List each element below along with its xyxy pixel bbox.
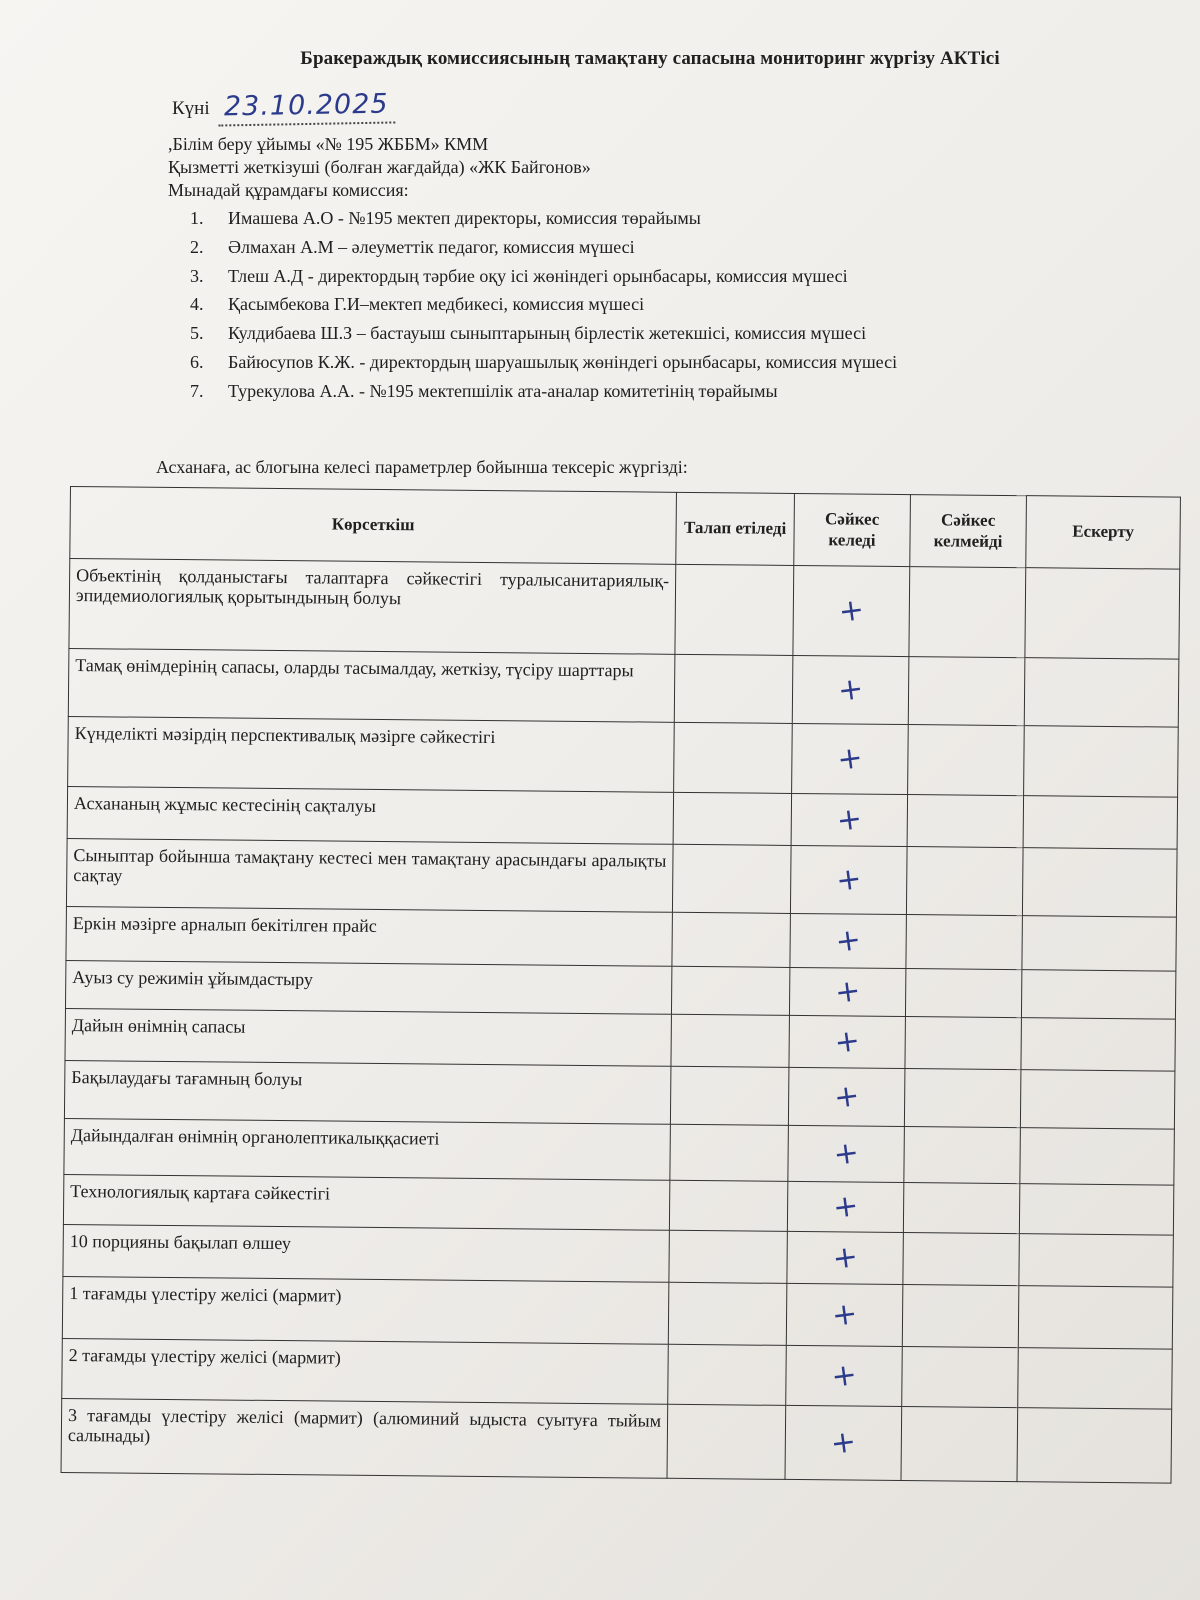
noncompliant-cell <box>903 1183 1019 1234</box>
required-cell <box>672 844 791 913</box>
compliant-cell <box>788 1067 905 1126</box>
compliant-cell <box>787 1231 903 1284</box>
note-cell <box>1019 1234 1173 1287</box>
member-text: Қасымбекова Г.И–мектеп медбикесі, комиссия мүшесі <box>228 294 645 315</box>
member-number: 7. <box>190 380 204 401</box>
noncompliant-cell <box>902 1347 1019 1408</box>
table-row <box>66 838 1177 917</box>
list-item <box>190 262 897 291</box>
indicator-cell: Сыныптар бойынша тамақтану кестесі мен тамақтану арасындағы аралықты сақтау <box>66 838 673 912</box>
required-cell <box>670 1124 789 1181</box>
member-text: Тлеш А.Д - директордың тәрбие оқу ісі жөніндегі орынбасары, комиссия мүшесі <box>228 265 848 286</box>
table-row <box>68 716 1179 797</box>
handwritten-check-mark: + <box>834 861 864 899</box>
handwritten-check-mark: + <box>832 1023 862 1061</box>
noncompliant-cell <box>906 847 1023 916</box>
document-title: Бракераждық комиссиясының тамақтану сапасына мониторинг жүргізу АКТісі <box>300 48 1000 69</box>
required-cell <box>674 722 793 793</box>
required-cell <box>671 966 789 1015</box>
required-cell <box>667 1404 786 1479</box>
table-row <box>68 648 1179 727</box>
commission-intro: Мынадай құрамдағы комиссия: <box>168 180 409 200</box>
note-cell <box>1020 1070 1175 1129</box>
list-item <box>190 204 897 233</box>
handwritten-check-mark: + <box>835 740 865 778</box>
inspection-intro: Асханаға, ас блогына келесі параметрлер бойынша тексеріс жүргізді: <box>156 457 688 477</box>
inspection-table-wrapper <box>61 486 1200 1484</box>
noncompliant-cell <box>902 1285 1019 1348</box>
required-cell <box>670 1066 789 1125</box>
indicator-cell: Еркін мәзірге арналып бекітілген прайс <box>66 906 672 966</box>
indicator-cell: Дайындалған өнімнің органолептикалыққасиеті <box>64 1118 671 1180</box>
note-cell <box>1025 568 1180 659</box>
organization-line: ,Білім беру ұйымы «№ 195 ЖББМ» КММ <box>168 134 489 154</box>
note-cell <box>1021 1018 1175 1071</box>
handwritten-date: 23.10.2025 <box>218 88 395 126</box>
note-cell <box>1024 658 1179 727</box>
list-item <box>190 290 897 319</box>
handwritten-check-mark: + <box>836 592 867 630</box>
required-cell <box>671 1014 789 1067</box>
member-number: 1. <box>190 208 204 228</box>
noncompliant-cell <box>906 915 1023 970</box>
indicator-cell: 1 тағамды үлестіру желісі (мармит) <box>62 1276 669 1344</box>
handwritten-check-mark: + <box>829 1295 860 1334</box>
header-noncompliant: Сәйкес келмейді <box>910 495 1027 568</box>
required-cell <box>675 564 794 655</box>
required-cell <box>669 1230 787 1283</box>
compliant-cell <box>786 1283 903 1346</box>
compliant-cell <box>789 1015 905 1068</box>
noncompliant-cell <box>903 1233 1019 1286</box>
note-cell <box>1022 848 1177 917</box>
handwritten-check-mark: + <box>831 1078 862 1116</box>
compliant-cell <box>792 723 909 794</box>
compliant-cell <box>785 1405 902 1480</box>
note-cell <box>1019 1184 1173 1235</box>
note-cell <box>1018 1348 1173 1409</box>
indicator-cell: Дайын өнімнің сапасы <box>65 1008 671 1066</box>
list-item <box>190 377 897 406</box>
compliant-cell <box>790 845 907 914</box>
indicator-cell: Асхананың жұмыс кестесінің сақталуы <box>67 786 673 844</box>
compliant-cell <box>793 565 910 656</box>
handwritten-check-mark: + <box>830 1238 860 1277</box>
compliant-cell <box>791 793 907 846</box>
handwritten-check-mark: + <box>830 1187 861 1226</box>
handwritten-check-mark: + <box>832 973 863 1011</box>
commission-members-list <box>190 204 897 406</box>
compliant-cell <box>789 967 905 1016</box>
indicator-cell: Тамақ өнімдерінің сапасы, оларды тасымалдау, жеткізу, түсіру шарттары <box>68 648 675 722</box>
indicator-cell: Бақылаудағы тағамның болуы <box>64 1060 671 1124</box>
header-indicator: Көрсеткіш <box>70 487 677 565</box>
required-cell <box>673 792 791 845</box>
table-row <box>69 559 1180 660</box>
table-row <box>62 1338 1173 1409</box>
indicator-cell: 10 порцияны бақылап өлшеу <box>63 1224 669 1282</box>
required-cell <box>672 912 791 967</box>
noncompliant-cell <box>905 1017 1021 1070</box>
list-item <box>190 348 897 377</box>
note-cell <box>1021 970 1175 1019</box>
handwritten-check-mark: + <box>834 801 865 839</box>
table-header-row <box>70 487 1181 570</box>
noncompliant-cell <box>901 1407 1018 1482</box>
member-number: 6. <box>190 351 204 372</box>
handwritten-check-mark: + <box>829 1356 859 1395</box>
noncompliant-cell <box>909 567 1026 658</box>
header-compliant: Сәйкес келеді <box>794 493 911 566</box>
noncompliant-cell <box>904 1069 1021 1128</box>
member-number: 3. <box>190 265 204 286</box>
note-cell <box>1023 796 1177 849</box>
noncompliant-cell <box>908 725 1025 796</box>
required-cell <box>668 1282 787 1345</box>
member-text: Кулдибаева Ш.З – бастауыш сыныптарының бірлестік жетекшісі, комиссия мүшесі <box>228 323 867 344</box>
handwritten-check-mark: + <box>828 1423 859 1462</box>
noncompliant-cell <box>907 795 1023 848</box>
note-cell <box>1024 726 1179 797</box>
indicator-cell: Күнделікті мәзірдің перспективалық мәзірге сәйкестігі <box>68 716 675 792</box>
member-number: 4. <box>190 294 204 315</box>
indicator-cell: Объектінің қолданыстағы талаптарға сәйкестігі туралысанитариялық-эпидемиологиялық қорытындының болуы <box>69 559 676 655</box>
noncompliant-cell <box>908 657 1025 726</box>
required-cell <box>669 1180 787 1231</box>
header-required: Талап етіледі <box>676 492 795 565</box>
table-row <box>64 1060 1175 1129</box>
member-text: Байюсупов К.Ж. - директордың шаруашылық жөніндегі орынбасары, комиссия мүшесі <box>228 351 898 372</box>
header-note: Ескерту <box>1026 496 1181 569</box>
indicator-cell: 3 тағамды үлестіру желісі (мармит) (алюминий ыдыста суытуға тыйым салынады) <box>61 1398 668 1478</box>
list-item <box>190 233 897 262</box>
required-cell <box>668 1344 787 1405</box>
inspection-table <box>61 486 1181 1484</box>
table-row <box>62 1276 1173 1349</box>
supplier-line: Қызметті жеткізуші (болған жағдайда) «ЖК Байгонов» <box>168 157 591 177</box>
required-cell <box>674 654 793 723</box>
compliant-cell <box>790 913 907 968</box>
indicator-cell: Технологиялық картаға сәйкестігі <box>63 1174 669 1230</box>
handwritten-check-mark: + <box>831 1134 861 1173</box>
compliant-cell <box>792 655 909 724</box>
note-cell <box>1022 916 1177 971</box>
member-number: 5. <box>190 323 204 344</box>
member-text: Турекулова А.А. - №195 мектепшілік ата-аналар комитетінің төрайымы <box>228 380 778 401</box>
date-label: Күні <box>172 98 210 119</box>
compliant-cell <box>786 1345 903 1406</box>
compliant-cell <box>788 1125 905 1182</box>
table-row <box>61 1398 1172 1483</box>
list-item <box>190 319 897 348</box>
handwritten-check-mark: + <box>833 922 863 960</box>
handwritten-check-mark: + <box>835 671 866 709</box>
note-cell <box>1017 1408 1172 1483</box>
member-number: 2. <box>190 236 204 257</box>
compliant-cell <box>787 1181 903 1232</box>
member-text: Әлмахан А.М – әлеуметтік педагог, комиссия мүшесі <box>228 236 635 257</box>
indicator-cell: 2 тағамды үлестіру желісі (мармит) <box>62 1338 669 1404</box>
noncompliant-cell <box>904 1127 1021 1184</box>
noncompliant-cell <box>905 969 1021 1018</box>
member-text: Имашева А.О - №195 мектеп директоры, комиссия төрайымы <box>228 208 701 228</box>
note-cell <box>1020 1128 1175 1185</box>
date-line <box>172 90 395 125</box>
indicator-cell: Ауыз су режимін ұйымдастыру <box>65 960 671 1014</box>
note-cell <box>1018 1286 1173 1349</box>
